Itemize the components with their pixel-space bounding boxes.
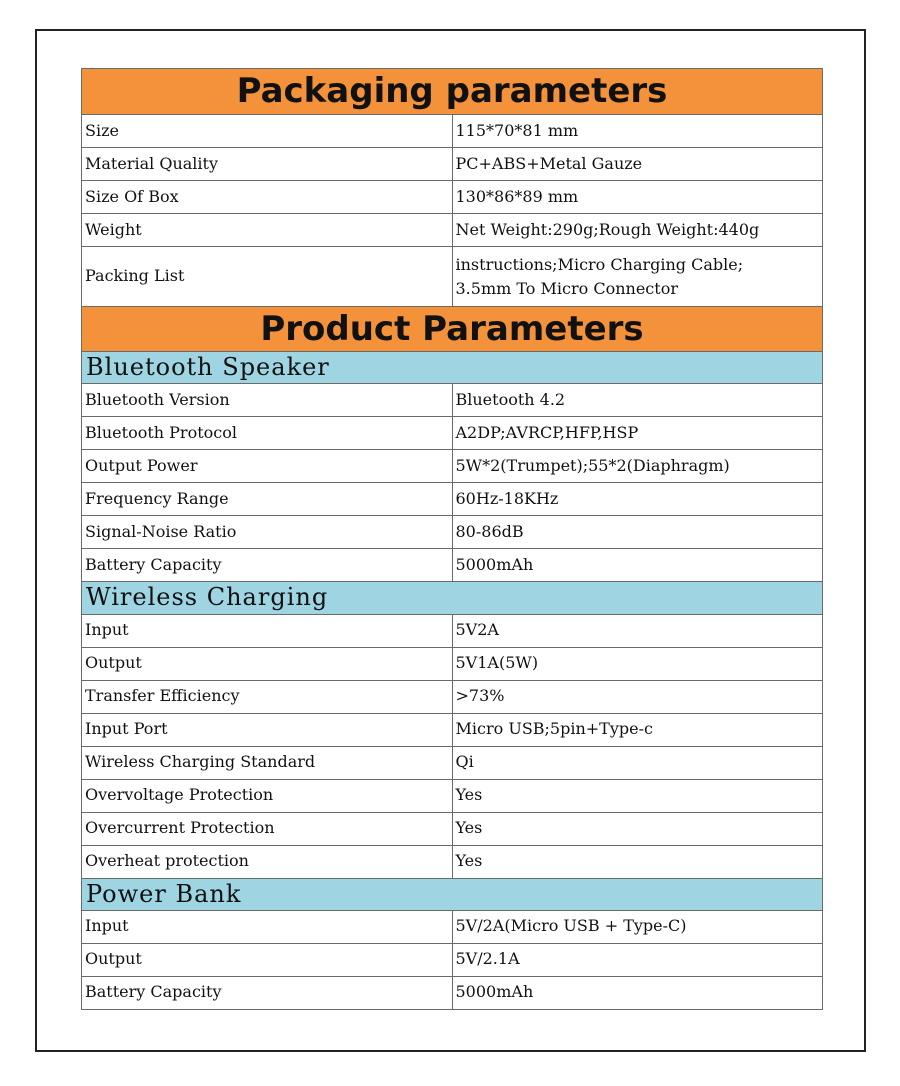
spec-value: Net Weight:290g;Rough Weight:440g xyxy=(452,214,823,247)
spec-value: Qi xyxy=(452,746,823,779)
spec-value: 5V1A(5W) xyxy=(452,647,823,680)
spec-label: Bluetooth Protocol xyxy=(82,417,453,450)
spec-label: Output xyxy=(82,943,453,976)
spec-value: PC+ABS+Metal Gauze xyxy=(452,148,823,181)
spec-label: Overcurrent Protection xyxy=(82,812,453,845)
spec-value: 130*86*89 mm xyxy=(452,181,823,214)
spec-label: Packing List xyxy=(82,247,453,307)
table-row xyxy=(82,549,823,582)
spec-value: Yes xyxy=(452,845,823,878)
spec-label: Input xyxy=(82,614,453,647)
spec-label: Transfer Efficiency xyxy=(82,680,453,713)
table-row xyxy=(82,214,823,247)
spec-value: 60Hz-18KHz xyxy=(452,483,823,516)
table-row xyxy=(82,614,823,647)
spec-value: Micro USB;5pin+Type-c xyxy=(452,713,823,746)
product-title-row xyxy=(82,307,823,352)
spec-value: >73% xyxy=(452,680,823,713)
spec-value: 5000mAh xyxy=(452,976,823,1009)
table-row xyxy=(82,845,823,878)
table-row xyxy=(82,148,823,181)
table-row xyxy=(82,417,823,450)
table-row xyxy=(82,713,823,746)
spec-label: Size xyxy=(82,115,453,148)
section-heading: Power Bank xyxy=(82,878,823,910)
spec-label: Material Quality xyxy=(82,148,453,181)
table-row xyxy=(82,976,823,1009)
spec-label: Battery Capacity xyxy=(82,976,453,1009)
spec-label: Wireless Charging Standard xyxy=(82,746,453,779)
spec-label: Bluetooth Version xyxy=(82,384,453,417)
spec-label: Overvoltage Protection xyxy=(82,779,453,812)
table-row xyxy=(82,115,823,148)
spec-value: 5V2A xyxy=(452,614,823,647)
spec-value: 5000mAh xyxy=(452,549,823,582)
spec-value: Yes xyxy=(452,779,823,812)
spec-value: 5W*2(Trumpet);55*2(Diaphragm) xyxy=(452,450,823,483)
spec-value: A2DP;AVRCP,HFP,HSP xyxy=(452,417,823,450)
table-row xyxy=(82,181,823,214)
spec-value-line: instructions;Micro Charging Cable; xyxy=(455,254,744,274)
table-row xyxy=(82,910,823,943)
table-row xyxy=(82,812,823,845)
spec-label: Input xyxy=(82,910,453,943)
spec-table xyxy=(81,68,823,1010)
section-row-powerbank xyxy=(82,878,823,910)
section-row-wireless xyxy=(82,582,823,614)
table-row xyxy=(82,516,823,549)
spec-value: 115*70*81 mm xyxy=(452,115,823,148)
spec-value-line: 3.5mm To Micro Connector xyxy=(455,278,678,298)
spec-value: 80-86dB xyxy=(452,516,823,549)
spec-label: Weight xyxy=(82,214,453,247)
section-heading: Wireless Charging xyxy=(82,582,823,614)
spec-value: 5V/2A(Micro USB + Type-C) xyxy=(452,910,823,943)
table-row xyxy=(82,247,823,307)
table-row xyxy=(82,450,823,483)
spec-label: Overheat protection xyxy=(82,845,453,878)
section-row-bluetooth xyxy=(82,352,823,384)
spec-label: Battery Capacity xyxy=(82,549,453,582)
spec-label: Output Power xyxy=(82,450,453,483)
table-row xyxy=(82,746,823,779)
table-row xyxy=(82,779,823,812)
table-row xyxy=(82,647,823,680)
spec-label: Signal-Noise Ratio xyxy=(82,516,453,549)
table-row xyxy=(82,483,823,516)
product-title: Product Parameters xyxy=(82,307,823,352)
spec-label: Frequency Range xyxy=(82,483,453,516)
spec-value: 5V/2.1A xyxy=(452,943,823,976)
spec-value: Yes xyxy=(452,812,823,845)
spec-label: Input Port xyxy=(82,713,453,746)
table-row xyxy=(82,384,823,417)
table-row xyxy=(82,943,823,976)
packaging-title: Packaging parameters xyxy=(82,69,823,115)
packaging-title-row xyxy=(82,69,823,115)
section-heading: Bluetooth Speaker xyxy=(82,352,823,384)
spec-label: Output xyxy=(82,647,453,680)
spec-value xyxy=(452,247,823,307)
spec-value: Bluetooth 4.2 xyxy=(452,384,823,417)
spec-label: Size Of Box xyxy=(82,181,453,214)
table-row xyxy=(82,680,823,713)
